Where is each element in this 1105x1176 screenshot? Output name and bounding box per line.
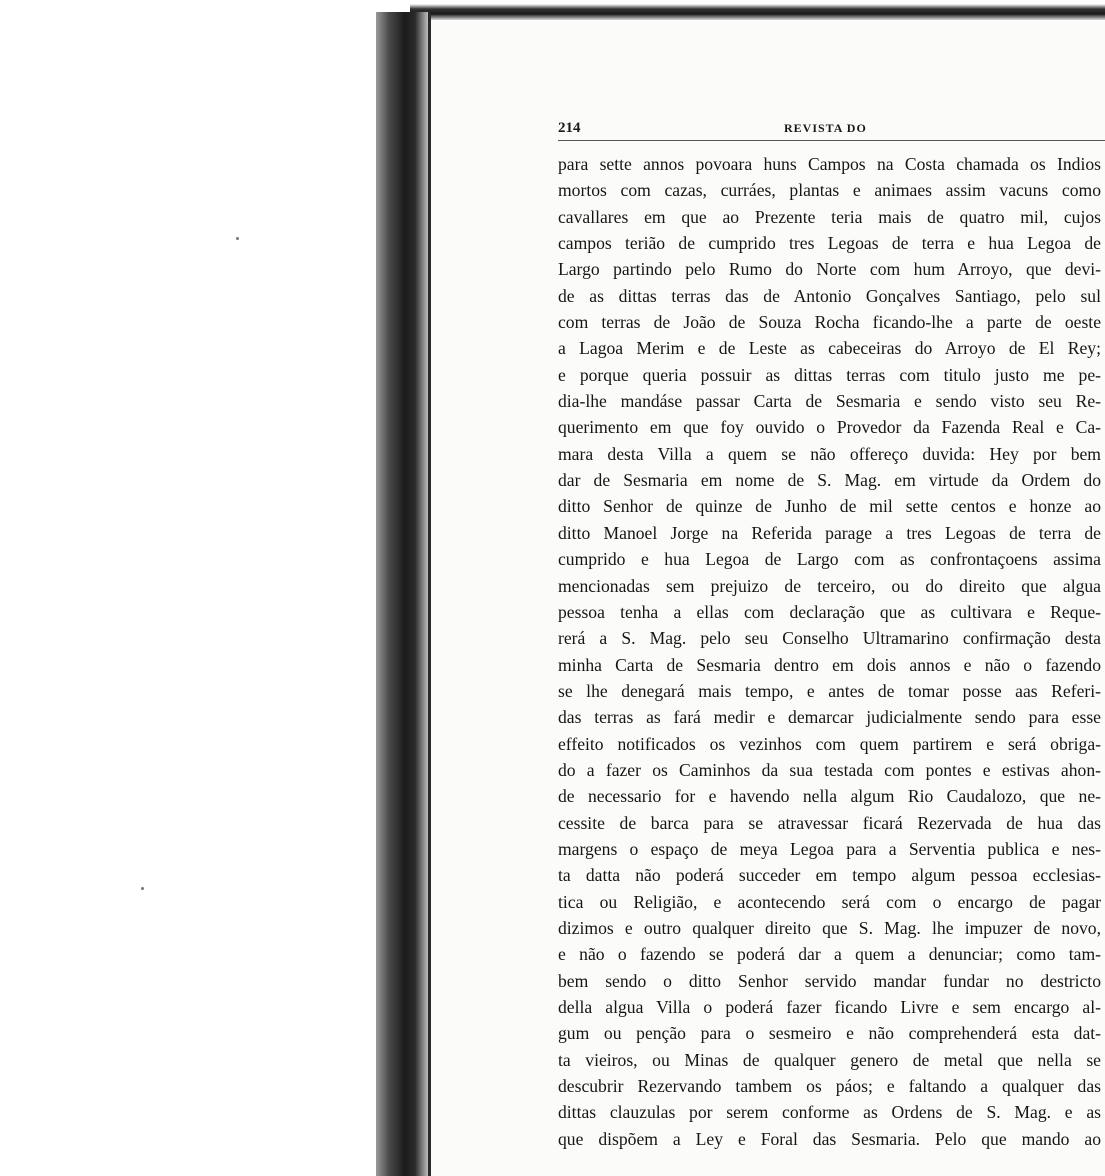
scan-speck (236, 237, 239, 240)
text-line: gum ou penção para o sesmeiro e não comprehenderá esta dat- (558, 1023, 1101, 1044)
text-line: campos terião de cumprido tres Legoas de terra e hua Legoa de (558, 233, 1101, 254)
text-line: de necessario for e havendo nella algum Rio Caudalozo, que ne- (558, 786, 1101, 807)
text-line: mencionadas sem prejuizo de terceiro, ou do direito que algua (558, 575, 1101, 596)
page-gutter-edge (428, 12, 431, 1176)
page-top-edge (410, 0, 1105, 20)
text-line: minha Carta de Sesmaria dentro em dois annos e não o fazendo (558, 654, 1101, 675)
text-line: margens o espaço de meya Legoa para a Serventia publica e nes- (558, 838, 1101, 859)
text-line: dizimos e outro qualquer direito que S. Mag. lhe impuzer de novo, (558, 917, 1101, 938)
text-line: della algua Villa o poderá fazer ficando Livre e sem encargo al- (558, 997, 1101, 1017)
text-line: querimento em que foy ouvido o Provedor da Fazenda Real e Ca- (558, 417, 1101, 438)
text-line: de as dittas terras das de Antonio Gonçalves Santiago, pelo sul (558, 285, 1101, 306)
text-line: dittas clauzulas por serem conforme as Ordens de S. Mag. e as (558, 1102, 1101, 1123)
text-line: se lhe denegará mais tempo, e antes de tomar posse aas Referi- (558, 680, 1101, 701)
text-line: que dispõem a Ley e Foral das Sesmaria. Pelo que mando ao (558, 1128, 1101, 1149)
text-line: cessite de barca para se atravessar ficará Rezervada de hua das (558, 812, 1101, 833)
text-line: e não o fazendo se poderá dar a quem a denunciar; como tam- (558, 944, 1101, 965)
book-binding (376, 12, 428, 1176)
text-line: pessoa tenha a ellas com declaração que as cultivara e Reque- (558, 601, 1101, 622)
running-header-title: REVISTA DO (784, 121, 867, 135)
text-line: a Lagoa Merim e de Leste as cabeceiras do Arroyo de El Rey; (558, 338, 1101, 359)
text-line: das terras as fará medir e demarcar judicialmente sendo para esse (558, 707, 1101, 728)
text-line: ta vieiros, ou Minas de qualquer genero de metal que nella se (558, 1049, 1101, 1070)
text-line: descubrir Rezervando tambem os páos; e faltando a qualquer das (558, 1076, 1101, 1097)
text-line: mortos com cazas, curráes, plantas e animaes assim vacuns como (558, 180, 1101, 201)
text-line: cavallares em que ao Prezente teria mais de quatro mil, cujos (558, 206, 1101, 227)
text-line: ditto Senhor de quinze de Junho de mil sette centos e honze ao (558, 496, 1101, 517)
text-line: bem sendo o ditto Senhor servido mandar fundar no destricto (558, 970, 1101, 991)
text-line: do a fazer os Caminhos da sua testada com pontes e estivas ahon- (558, 759, 1101, 780)
text-line: Largo partindo pelo Rumo do Norte com hum Arroyo, que devi- (558, 259, 1101, 280)
text-line: e porque queria possuir as dittas terras com titulo justo me pe- (558, 364, 1101, 385)
text-line: rerá a S. Mag. pelo seu Conselho Ultramarino confirmação desta (558, 628, 1101, 649)
text-line: dia-lhe mandáse passar Carta de Sesmaria e sendo visto seu Re- (558, 391, 1101, 412)
running-header (558, 120, 1105, 141)
text-line: ta datta não poderá succeder em tempo algum pessoa ecclesias- (558, 865, 1101, 886)
text-line: tica ou Religião, e acontecendo será com o encargo de pagar (558, 891, 1101, 912)
text-line: para sette annos povoara huns Campos na Costa chamada os Indios (558, 154, 1101, 174)
scan-speck (141, 887, 144, 890)
text-line: cumprido e hua Legoa de Largo com as confrontaçoens assima (558, 549, 1101, 570)
text-line: effeito notificados os vezinhos com quem partirem e será obriga- (558, 733, 1101, 754)
body-text (558, 151, 1101, 1152)
text-line: ditto Manoel Jorge na Referida parage a tres Legoas de terra de (558, 522, 1101, 543)
page-number: 214 (558, 120, 581, 136)
text-line: mara desta Villa a quem se não offereço duvida: Hey por bem (558, 443, 1101, 464)
text-line: com terras de João de Souza Rocha ficando-lhe a parte de oeste (558, 312, 1101, 333)
text-line: dar de Sesmaria em nome de S. Mag. em virtude da Ordem do (558, 470, 1101, 491)
